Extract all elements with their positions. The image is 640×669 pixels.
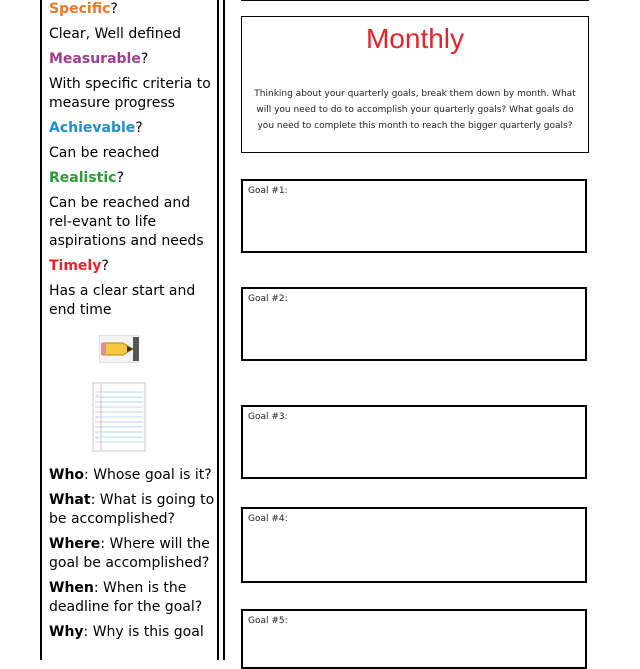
timely-desc: Has a clear start and end time bbox=[49, 283, 196, 318]
goal-label-1: Goal #1: bbox=[248, 186, 288, 196]
specific-word: Specific bbox=[49, 1, 111, 17]
column-divider bbox=[223, 0, 225, 660]
who-question: Who: Whose goal is it? bbox=[49, 467, 212, 483]
goal-box-3[interactable] bbox=[241, 405, 587, 479]
goal-label-3: Goal #3: bbox=[248, 412, 288, 422]
when-question: When: When is the deadline for the goal? bbox=[49, 580, 203, 615]
smart-achievable: Achievable? bbox=[49, 120, 143, 136]
measurable-word: Measurable bbox=[49, 51, 141, 67]
smart-guide bbox=[49, 0, 217, 648]
monthly-title: Monthly bbox=[365, 23, 465, 54]
smart-timely: Timely? bbox=[49, 258, 109, 274]
realistic-word: Realistic bbox=[49, 170, 117, 186]
timely-word: Timely bbox=[49, 258, 102, 274]
realistic-desc: Can be reached and rel-evant to life aspirations and needs bbox=[49, 195, 204, 249]
goal-box-1[interactable] bbox=[241, 179, 587, 253]
pencil-icon bbox=[99, 335, 139, 363]
goal-label-2: Goal #2: bbox=[248, 294, 288, 304]
top-rule bbox=[241, 0, 589, 1]
monthly-description: Thinking about your quarterly goals, break them down by month. What will you need to do to accomplish your quarterly goals? What goals do you need to complete this month to reach the bigger quarterly goals? bbox=[254, 89, 576, 131]
smart-measurable: Measurable? bbox=[49, 51, 149, 67]
what-question: What: What is going to be accomplished? bbox=[49, 492, 215, 527]
monthly-box bbox=[241, 16, 589, 153]
where-question: Where: Where will the goal be accomplished? bbox=[49, 536, 210, 571]
goal-label-4: Goal #4: bbox=[248, 514, 288, 524]
goal-box-2[interactable] bbox=[241, 287, 587, 361]
measurable-desc: With specific criteria to measure progress bbox=[49, 76, 211, 111]
goal-label-5: Goal #5: bbox=[248, 616, 288, 626]
lined-paper-icon bbox=[92, 382, 146, 452]
goal-box-4[interactable] bbox=[241, 507, 587, 583]
achievable-desc: Can be reached bbox=[49, 145, 160, 161]
achievable-word: Achievable bbox=[49, 120, 136, 136]
smart-specific: Specific? bbox=[49, 1, 118, 17]
smart-realistic: Realistic? bbox=[49, 170, 124, 186]
why-question: Why: Why is this goal bbox=[49, 624, 204, 640]
specific-desc: Clear, Well defined bbox=[49, 26, 182, 42]
goal-box-5[interactable] bbox=[241, 609, 587, 669]
